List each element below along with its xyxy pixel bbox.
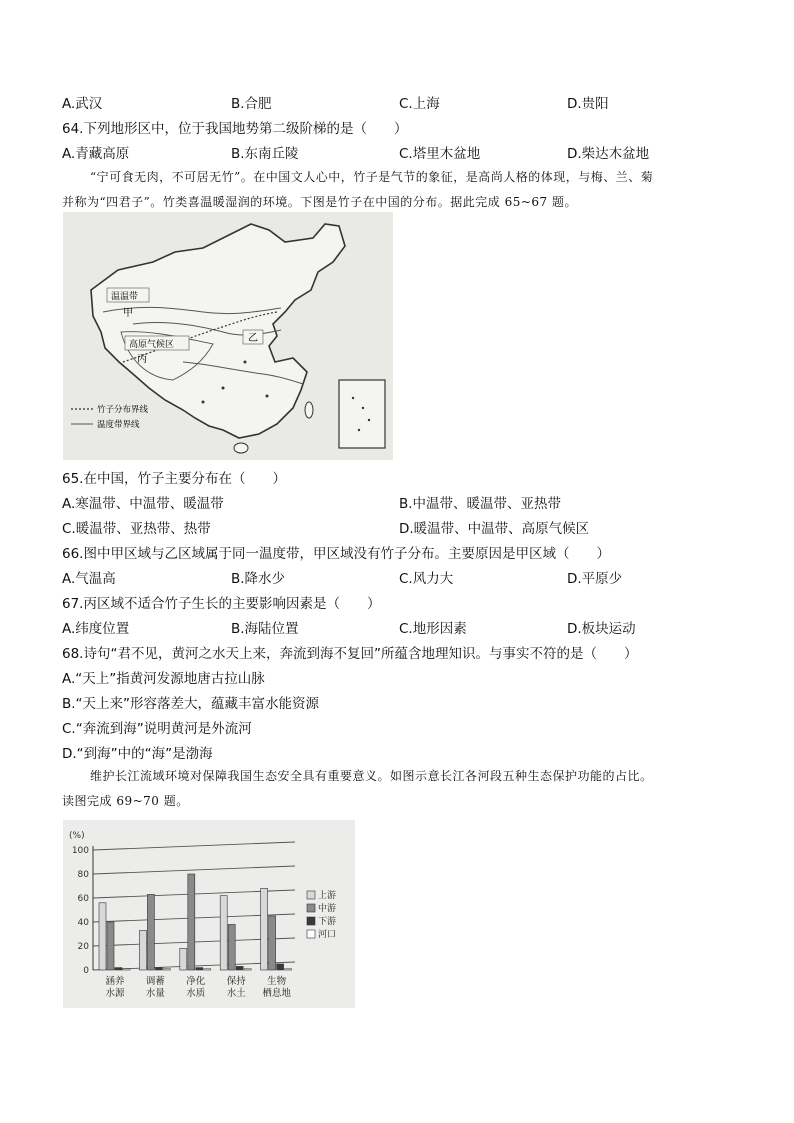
q65-option-c: C.暖温带、亚热带、热带 bbox=[62, 521, 211, 537]
bar bbox=[180, 948, 187, 970]
x-tick-label: 水土 bbox=[226, 988, 246, 999]
bar bbox=[99, 903, 106, 970]
legend-label: 上游 bbox=[318, 891, 337, 901]
bar bbox=[139, 930, 146, 970]
bar bbox=[115, 968, 122, 970]
q63-option-d: D.贵阳 bbox=[567, 96, 609, 112]
q66-option-a: A.气温高 bbox=[62, 571, 116, 587]
bar bbox=[236, 966, 243, 970]
yangtze-intro-line1: 维护长江流域环境对保障我国生态安全具有重要意义。如图示意长江各河段五种生态保护功能的占比。 bbox=[90, 769, 653, 783]
bar bbox=[228, 924, 235, 970]
legend-swatch bbox=[307, 917, 315, 925]
bar bbox=[188, 874, 195, 970]
bamboo-intro-line1: “宁可食无肉，不可居无竹”。在中国文人心中，竹子是气节的象征，是高尚人格的体现，与梅、兰、菊 bbox=[90, 170, 654, 184]
q63-option-a: A.武汉 bbox=[62, 96, 103, 112]
x-tick-label: 水质 bbox=[186, 988, 206, 999]
bar bbox=[220, 896, 227, 970]
x-tick-label: 水量 bbox=[145, 988, 165, 999]
x-tick-label: 水源 bbox=[105, 988, 125, 999]
y-tick-label: 60 bbox=[77, 894, 89, 904]
bar bbox=[196, 968, 203, 970]
q64-stem: 64.下列地形区中，位于我国地势第二级阶梯的是（ ） bbox=[62, 121, 408, 137]
bar bbox=[285, 969, 292, 970]
q67-option-a: A.纬度位置 bbox=[62, 621, 130, 637]
map-label-bing: 丙 bbox=[137, 354, 147, 365]
taiwan-island bbox=[305, 402, 313, 418]
bar bbox=[244, 969, 251, 970]
legend-label: 下游 bbox=[318, 917, 337, 927]
q66-option-c: C.风力大 bbox=[399, 571, 454, 587]
bar bbox=[123, 969, 130, 970]
legend-swatch bbox=[307, 930, 315, 938]
q65-option-a: A.寒温带、中温带、暖温带 bbox=[62, 496, 224, 512]
q66-option-d: D.平原少 bbox=[567, 571, 623, 587]
y-tick-label: 40 bbox=[77, 918, 89, 928]
x-tick-label: 保持 bbox=[226, 976, 246, 987]
x-tick-label: 涵养 bbox=[105, 976, 125, 987]
legend-swatch bbox=[307, 904, 315, 912]
yangtze-function-chart bbox=[63, 820, 355, 1008]
legend-bamboo-label: 竹子分布界线 bbox=[97, 405, 149, 415]
q68-option-d: D.“到海”中的“海”是渤海 bbox=[62, 746, 213, 762]
gridline bbox=[93, 866, 295, 874]
q65-stem: 65.在中国，竹子主要分布在（ ） bbox=[62, 471, 286, 487]
map-label-temperate: 温温带 bbox=[111, 292, 139, 302]
bar bbox=[107, 922, 114, 970]
south-china-sea-inset bbox=[339, 380, 385, 448]
q66-option-b: B.降水少 bbox=[231, 571, 286, 587]
x-tick-label: 生物 bbox=[267, 976, 287, 987]
q63-option-c: C.上海 bbox=[399, 96, 440, 112]
y-tick-label: 20 bbox=[77, 942, 89, 952]
q65-option-b: B.中温带、暖温带、亚热带 bbox=[399, 496, 562, 512]
q68-option-a: A.“天上”指黄河发源地唐古拉山脉 bbox=[62, 671, 265, 687]
hainan-island bbox=[234, 443, 248, 453]
q67-stem: 67.丙区域不适合竹子生长的主要影响因素是（ ） bbox=[62, 596, 381, 612]
q68-stem: 68.诗句“君不见，黄河之水天上来，奔流到海不复回”所蕴含地理知识。与事实不符的是（ ） bbox=[62, 646, 638, 662]
yangtze-intro-line2: 读图完成 69~70 题。 bbox=[62, 794, 189, 808]
bamboo-intro-line2: 并称为“四君子”。竹类喜温暖湿润的环境。下图是竹子在中国的分布。据此完成 65~67 题。 bbox=[62, 195, 577, 209]
x-tick-label: 调蓄 bbox=[145, 976, 165, 987]
legend-swatch bbox=[307, 891, 315, 899]
bamboo-distribution-map bbox=[63, 212, 393, 460]
q68-option-b: B.“天上来”形容落差大，蕴藏丰富水能资源 bbox=[62, 696, 320, 712]
map-label-plateau: 高原气候区 bbox=[129, 340, 175, 350]
y-tick-label: 0 bbox=[83, 966, 89, 976]
q67-option-c: C.地形因素 bbox=[399, 621, 467, 637]
gridline bbox=[93, 842, 295, 850]
q68-option-c: C.“奔流到海”说明黄河是外流河 bbox=[62, 721, 252, 737]
bar bbox=[269, 916, 276, 970]
q67-option-d: D.板块运动 bbox=[567, 621, 636, 637]
bar bbox=[277, 964, 284, 970]
q66-stem: 66.图中甲区域与乙区域属于同一温度带，甲区域没有竹子分布。主要原因是甲区域（ ） bbox=[62, 546, 610, 562]
y-tick-label: 100 bbox=[71, 846, 89, 856]
y-unit-label: (%) bbox=[69, 831, 85, 841]
x-tick-label: 净化 bbox=[186, 976, 206, 987]
legend-label: 中游 bbox=[318, 904, 337, 914]
bar bbox=[261, 888, 268, 970]
bar bbox=[147, 894, 154, 970]
bar bbox=[163, 969, 170, 970]
q65-option-d: D.暖温带、中温带、高原气候区 bbox=[399, 521, 590, 537]
bar bbox=[155, 968, 162, 970]
x-tick-label: 栖息地 bbox=[262, 988, 291, 999]
y-tick-label: 80 bbox=[77, 870, 89, 880]
map-label-yi: 乙 bbox=[248, 333, 258, 344]
q67-option-b: B.海陆位置 bbox=[231, 621, 299, 637]
q64-option-c: C.塔里木盆地 bbox=[399, 146, 481, 162]
legend-label: 河口 bbox=[318, 930, 337, 940]
q64-option-b: B.东南丘陵 bbox=[231, 146, 299, 162]
q64-option-a: A.青藏高原 bbox=[62, 146, 130, 162]
bar bbox=[204, 969, 211, 970]
q64-option-d: D.柴达木盆地 bbox=[567, 146, 650, 162]
map-label-jia: 甲 bbox=[123, 308, 133, 319]
q63-option-b: B.合肥 bbox=[231, 96, 272, 112]
legend-temp-label: 温度带界线 bbox=[97, 420, 140, 430]
